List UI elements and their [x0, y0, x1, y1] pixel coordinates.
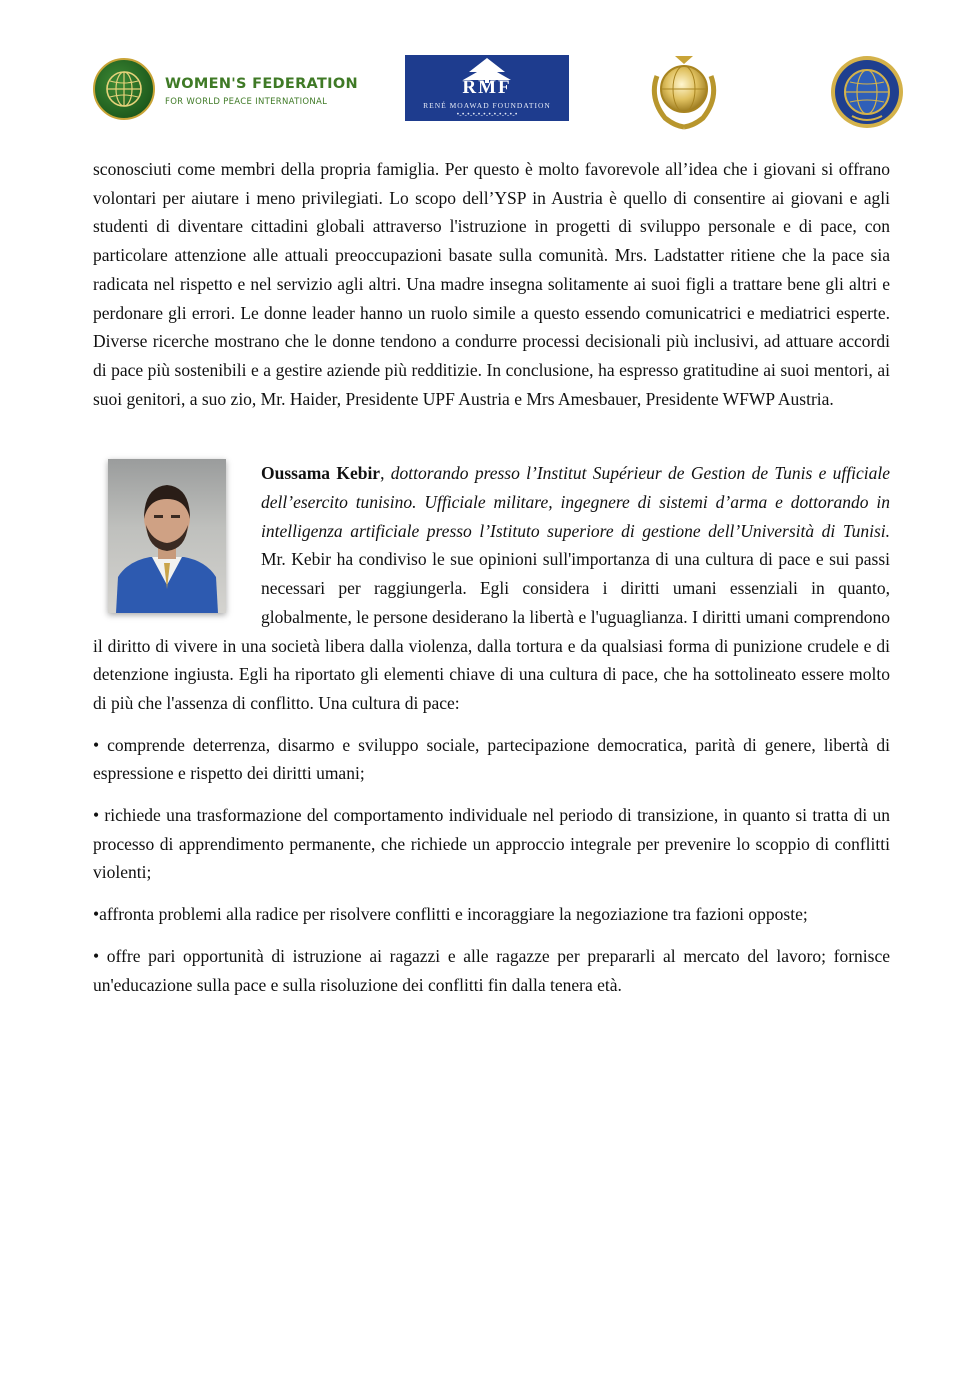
globe-icon: [93, 58, 155, 120]
womens-federation-logo: [93, 56, 358, 122]
wf-logo-line2: FOR WORLD PEACE INTERNATIONAL: [165, 97, 328, 107]
speaker-photo: [108, 459, 226, 613]
wf-logo-line1: WOMEN'S FEDERATION: [165, 76, 358, 92]
bullet-item: • comprende deterrenza, disarmo e sviluppo sociale, partecipazione democratica, parità di genere, libertà di espressione e rispetto dei diritti umani;: [93, 734, 890, 784]
blue-globe-emblem-logo: [826, 54, 908, 130]
globe-seal-icon: [826, 54, 908, 130]
rmf-logo-subtitle: RENÉ MOAWAD FOUNDATION: [423, 101, 551, 110]
speaker-section: [93, 459, 890, 717]
page-body: [93, 155, 890, 999]
speaker-role: dottorando presso l’Institut Supérieur de Gestion de Tunis e ufficiale dell’esercito tunisino. Ufficiale militare, ingegnere di sistemi d’arma e dottorando in intelligenza artificiale presso l’Istituto superiore di gestione dell’Università di Tunisi.: [261, 463, 890, 541]
logo-header: [0, 52, 980, 132]
rmf-logo-title: RMF: [462, 77, 512, 98]
bullet-item: •affronta problemi alla radice per risolvere conflitti e incoraggiare la negoziazione tra fazioni opposte;: [93, 904, 808, 925]
laurel-globe-icon: [645, 54, 723, 130]
bullet-item: • offre pari opportunità di istruzione ai ragazzi e alle ragazze per prepararli al mercato del lavoro; fornisce un'educazione sulla pace e sulla risoluzione dei conflitti fin dalla tenera età.: [93, 945, 890, 995]
rmf-arabic-script-decoration: •ـ•ـ•ـ•ـ•ـ•ـ•ـ•ـ•ـ•ـ•ـ•: [456, 111, 518, 118]
speaker-separator: ,: [380, 463, 391, 484]
gold-emblem-logo: [645, 54, 723, 130]
body-paragraph: sconosciuti come membri della propria famiglia. Per questo è molto favorevole all’idea che i giovani si offrano volontari per aiutare i meno privilegiati. Lo scopo dell’YSP in Austria è quello di consentire ai giovani e agli studenti di diventare cittadini globali attraverso l'istruzione in progetti di sviluppo personale e di pace, con particolare attenzione alle attuali preoccupazioni basate sulla comunità. Mrs. Ladstatter ritiene che la pace sia radicata nel rispetto e nel servizio agli altri. Una madre insegna solitamente ai suoi figli a trattare bene gli altri e perdonare gli errori. Le donne leader hanno un ruolo simile a questo essendo comunicatrici e mediatrici esperte. Diverse ricerche mostrano che le donne tendono a condurre processi decisionali più inclusivi, ad attuare accordi di pace più sostenibili e a gestire aziende più redditizie. In conclusione, ha espresso gratitudine ai suoi mentori, ai suoi genitori, a suo zio, Mr. Haider, Presidente UPF Austria e Mrs Amesbauer, Presidente WFWP Austria.: [93, 159, 890, 409]
speaker-name: Oussama Kebir: [261, 463, 381, 484]
portrait-silhouette-icon: [108, 459, 226, 613]
rmf-logo: [405, 55, 569, 121]
speaker-text: Mr. Kebir ha condiviso le sue opinioni sull'importanza di una cultura di pace e sui passi necessari per raggiungerla. Egli considera i diritti umani essenziali in quanto, globalmente, le persone desiderano la libertà e l'uguaglianza. I diritti umani comprendono il diritto di vivere in una società libera dalla violenza, dalla tortura e da qualsiasi forma di punizione crudele e di detenzione ingiusta. Egli ha riportato gli elementi chiave di una cultura di pace, che ha sottolineato essere molto di più che l'assenza di conflitto. Una cultura di pace:: [93, 549, 890, 713]
bullet-item: • richiede una trasformazione del comportamento individuale nel periodo di transizione, in quanto si tratta di un processo di apprendimento permanente, che richiede un approccio integrale per prevenire lo scoppio di conflitti violenti;: [93, 805, 890, 883]
